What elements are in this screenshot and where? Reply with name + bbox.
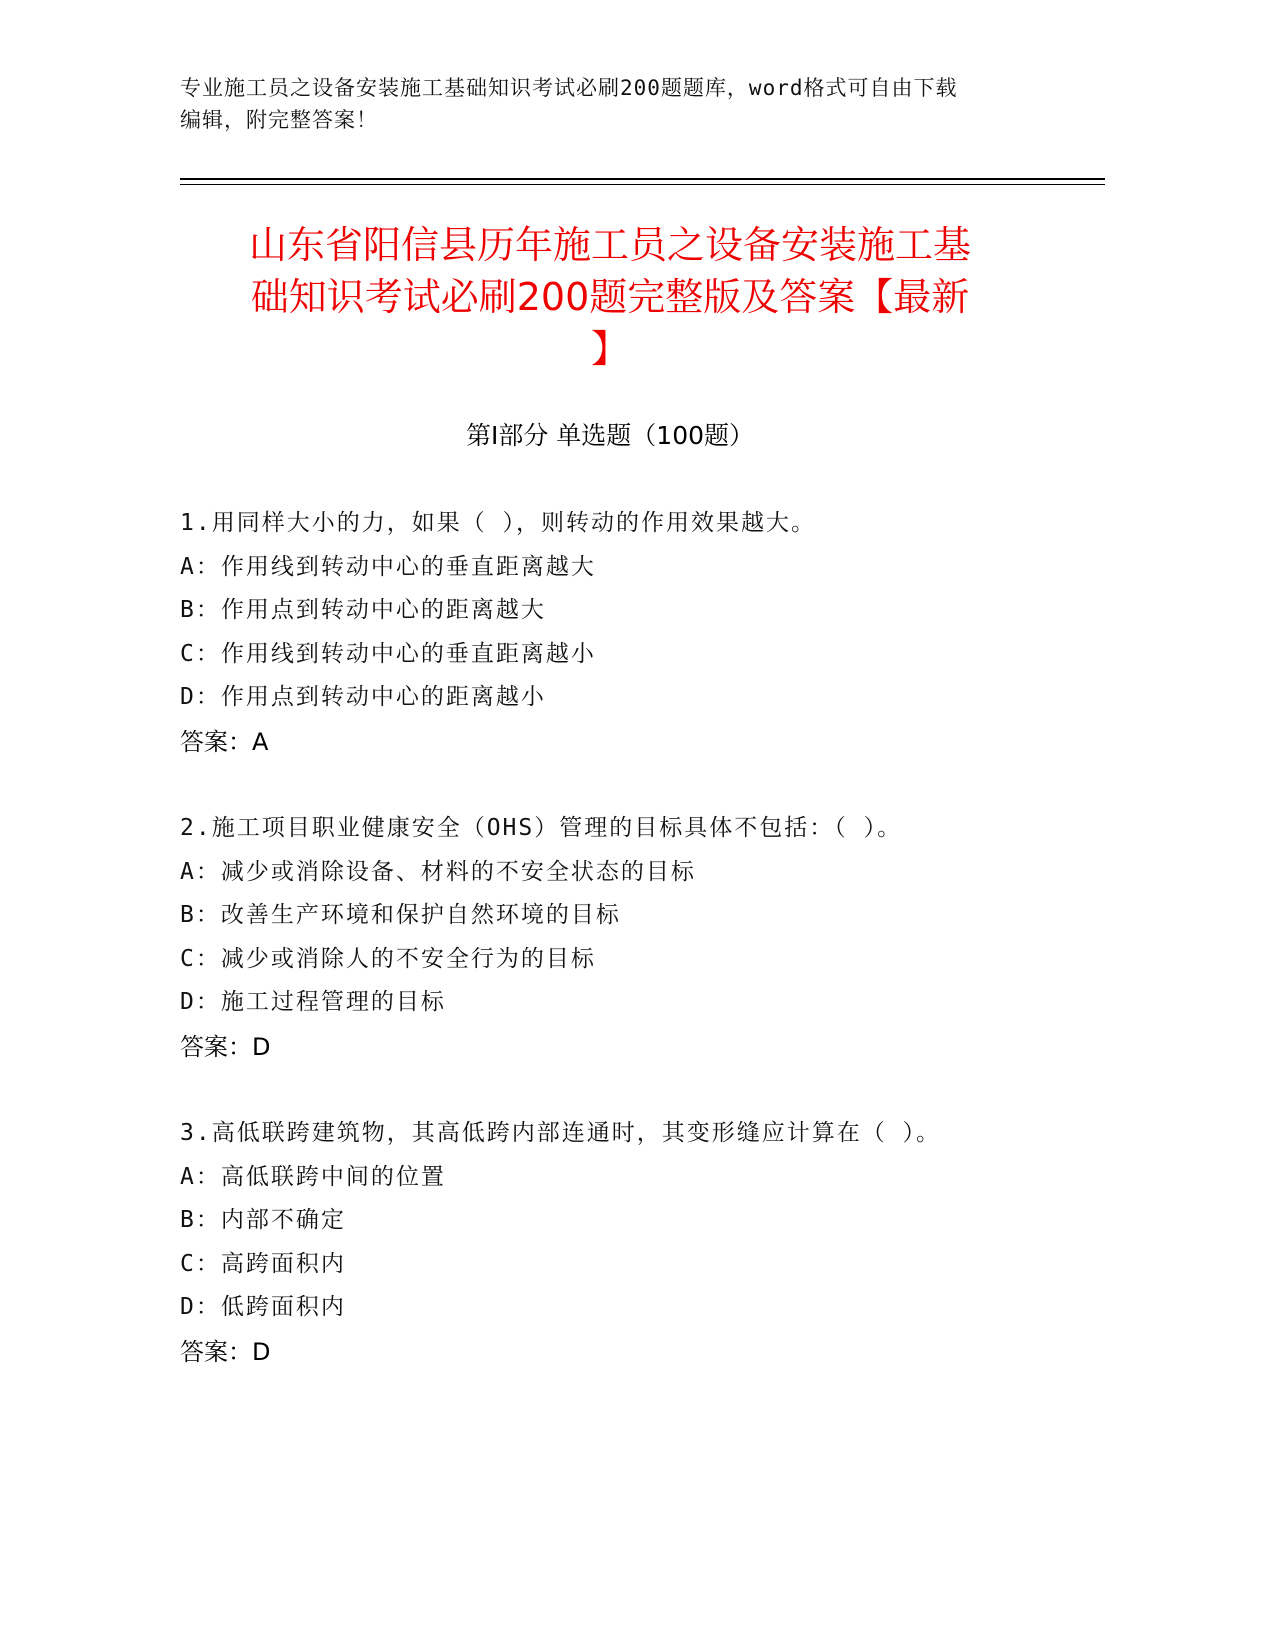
option-c: C：减少或消除人的不安全行为的目标 [180,945,596,972]
option-c: C：作用线到转动中心的垂直距离越小 [180,640,596,667]
section-title: 第Ⅰ部分 单选题（100题） [465,421,755,450]
answer: 答案：D [180,1337,271,1366]
document-title-line-3: 】 [590,327,629,371]
answer: 答案：A [180,727,269,756]
option-b: B：改善生产环境和保护自然环境的目标 [180,902,621,928]
option-b: B：作用点到转动中心的距离越大 [180,597,546,623]
question-2 [180,807,1080,1069]
option-a: A：作用线到转动中心的垂直距离越大 [180,553,596,580]
option-a: A：高低联跨中间的位置 [180,1163,446,1190]
question-stem: 2.施工项目职业健康安全（OHS）管理的目标具体不包括：（ ）。 [180,815,903,841]
option-b: B：内部不确定 [180,1207,346,1233]
header-rule-thin [180,184,1105,185]
question-3 [180,1112,1080,1374]
header-note-line-2: 编辑，附完整答案！ [180,108,378,132]
question-1 [180,502,1080,764]
question-stem: 3.高低联跨建筑物，其高低跨内部连通时，其变形缝应计算在（ ）。 [180,1120,942,1146]
header-rule-thick [180,178,1105,180]
option-c: C：高跨面积内 [180,1250,346,1277]
option-d: D：施工过程管理的目标 [180,989,446,1015]
header-note-line-1: 专业施工员之设备安装施工基础知识考试必刷200题题库，word格式可自由下载 [180,76,958,100]
option-a: A：减少或消除设备、材料的不安全状态的目标 [180,858,696,885]
answer: 答案：D [180,1032,271,1061]
document-title-line-1: 山东省阳信县历年施工员之设备安装施工基 [248,223,971,267]
option-d: D：作用点到转动中心的距离越小 [180,684,546,710]
option-d: D：低跨面积内 [180,1294,346,1320]
document-title-line-2: 础知识考试必刷200题完整版及答案【最新 [250,275,970,319]
document-title [180,219,1040,375]
header-note [180,72,1060,136]
question-stem: 1.用同样大小的力，如果（ ），则转动的作用效果越大。 [180,510,817,536]
